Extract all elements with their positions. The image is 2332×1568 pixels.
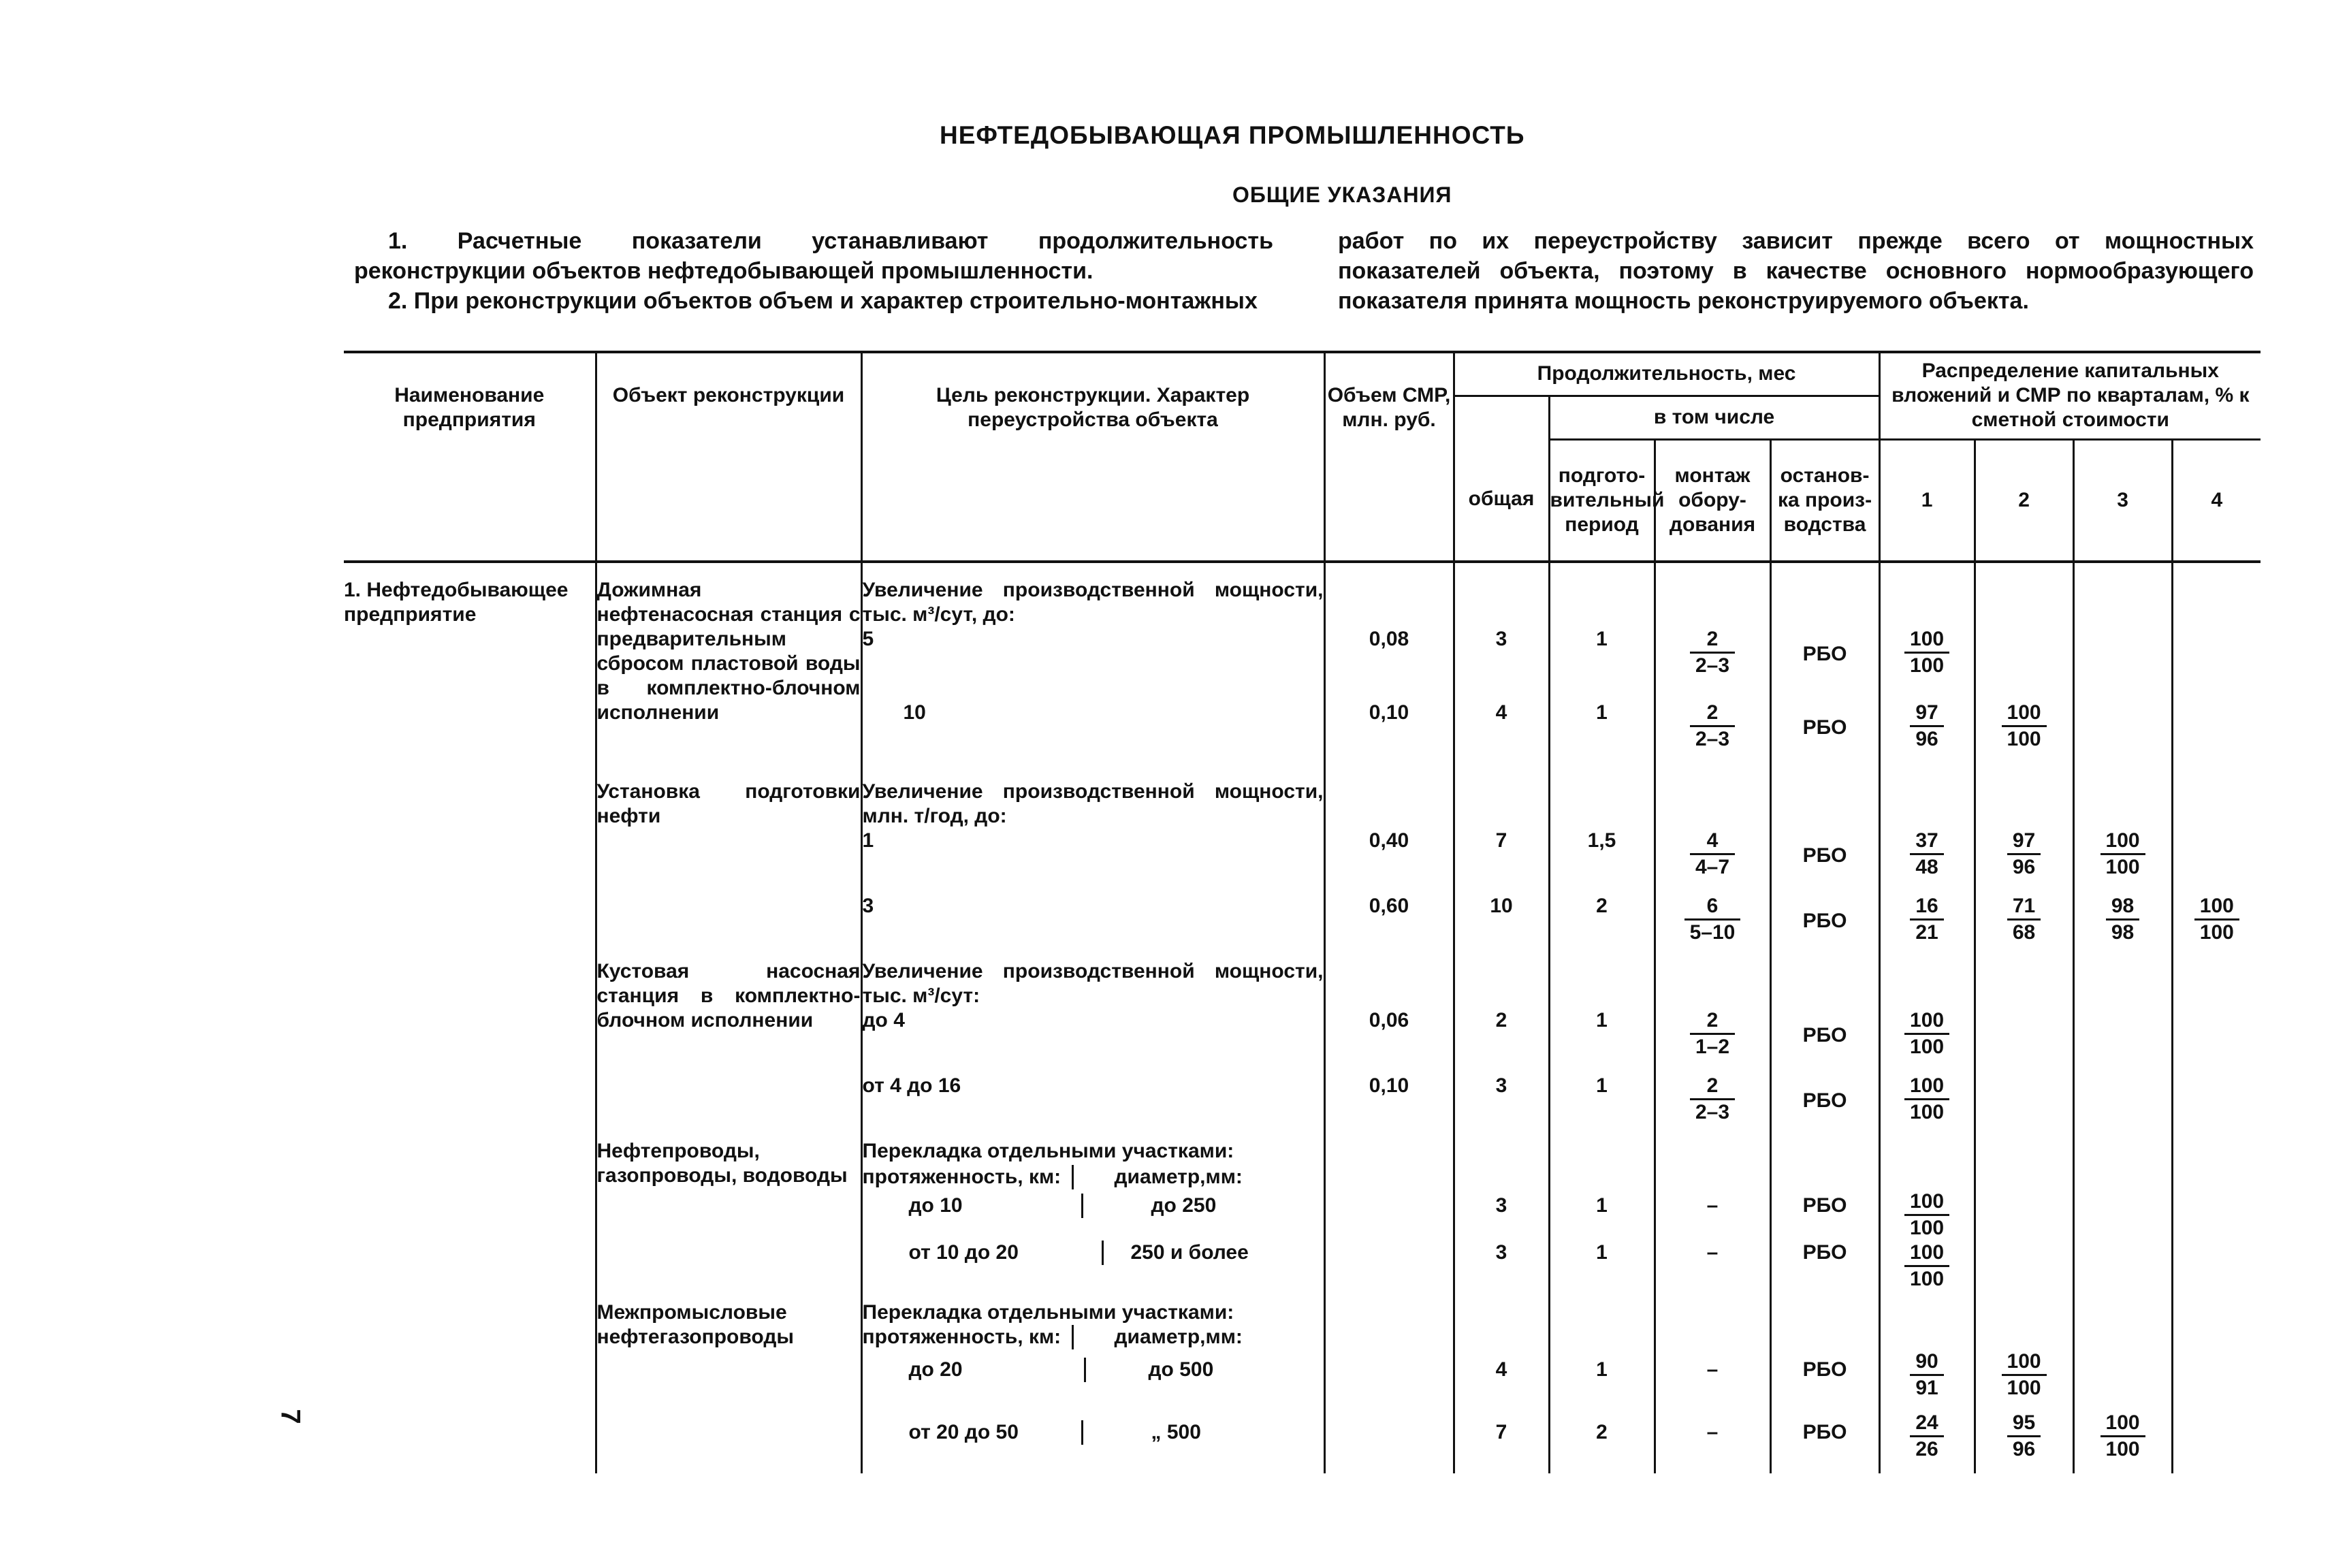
volume-value: 0,10 [1324,1074,1454,1139]
section-subtitle: ОБЩИЕ УКАЗАНИЯ [1232,182,1452,207]
object-3: Кустовая насосная станция в комплектно-блочном исполнении [596,958,861,1139]
mount-fraction: $\frac{6}{5-10}$ [1684,894,1741,945]
q1-fraction: $\frac{90}{91}$ [1910,1349,1943,1401]
total-duration: 4 [1454,701,1549,766]
stop-value: РБО [1770,1189,1879,1241]
stop-value: РБО [1770,1241,1879,1298]
q1-fraction: $\frac{37}{48}$ [1910,829,1943,880]
purpose-2: Увеличение производственной мощности, млн. т/год, до: [861,766,1324,829]
mount-value: – [1655,1241,1770,1298]
stop-value: РБО [1770,627,1879,701]
q1-fraction: $\frac{100}{100}$ [1904,1189,1949,1241]
intro-paragraph-2: 2. При реконструкции объектов объем и характер строительно-монтажных [388,288,1258,314]
diameter-value: „ 500 [1081,1420,1324,1445]
diameter-value: до 250 [1081,1194,1324,1218]
q4-fraction: $\frac{100}{100}$ [2194,894,2239,945]
diameter-value: до 500 [1084,1358,1324,1382]
header-q3: 3 [2073,439,2172,562]
header-stop: останов-ка произ-водства [1770,439,1879,562]
page-number: 7 [275,1409,306,1424]
mount-value: – [1655,1349,1770,1411]
prep-duration: 1 [1549,1008,1655,1074]
purpose-5: Перекладка отдельными участками: [861,1298,1324,1325]
q3-fraction: $\frac{100}{100}$ [2101,1411,2145,1462]
length-value: до 10 [908,1194,963,1217]
volume-value: 0,10 [1324,701,1454,766]
q1-fraction: $\frac{24}{26}$ [1910,1411,1943,1462]
total-duration: 10 [1454,894,1549,958]
q2-fraction: $\frac{71}{68}$ [2007,894,2041,945]
mount-fraction: $\frac{2}{2-3}$ [1690,1074,1735,1125]
prep-duration: 2 [1549,894,1655,958]
purpose-1: Увеличение производственной мощности, тыс. м³/сут, до: [861,562,1324,627]
mount-fraction: $\frac{2}{1-2}$ [1690,1008,1735,1059]
prep-duration: 1 [1549,1074,1655,1139]
q1-fraction: $\frac{100}{100}$ [1904,627,1949,678]
total-duration: 2 [1454,1008,1549,1074]
diameter-label: диаметр,мм: [1072,1165,1324,1189]
q2-fraction: $\frac{100}{100}$ [2002,701,2047,752]
volume-value: 0,60 [1324,894,1454,958]
capacity-value: 1 [861,829,1324,894]
length-label: протяженность, км: [862,1326,1061,1348]
q1-fraction: $\frac{97}{96}$ [1910,701,1943,752]
mount-value: – [1655,1189,1770,1241]
object-2: Установка подготовки нефти [596,766,861,958]
q3-fraction: $\frac{98}{98}$ [2106,894,2139,945]
page-title: НЕФТЕДОБЫВАЮЩАЯ ПРОМЫШЛЕННОСТЬ [940,121,1525,149]
prep-duration: 1 [1549,701,1655,766]
capacity-value: 3 [861,894,1324,958]
header-including: в том числе [1549,396,1879,439]
length-label: протяженность, км: [862,1166,1061,1188]
volume-value: 0,06 [1324,1008,1454,1074]
stop-value: РБО [1770,1349,1879,1411]
header-purpose: Цель реконструкции. Характер переустройства объекта [861,352,1324,562]
q1-fraction: $\frac{100}{100}$ [1904,1241,1949,1292]
intro-right-column [1338,226,2254,316]
prep-duration: 1 [1549,1241,1655,1298]
mount-fraction: $\frac{2}{2-3}$ [1690,701,1735,752]
firm-name: 1. Нефтедобывающее предприятие [344,562,596,1473]
stop-value: РБО [1770,894,1879,958]
capacity-value: от 4 до 16 [861,1074,1324,1139]
header-duration: Продолжительность, мес [1454,352,1879,396]
norms-table [344,351,2261,1473]
q2-fraction: $\frac{95}{96}$ [2007,1411,2041,1462]
mount-value: – [1655,1411,1770,1473]
stop-value: РБО [1770,1008,1879,1074]
prep-duration: 1 [1549,627,1655,701]
capacity-value: до 4 [861,1008,1324,1074]
q1-fraction: $\frac{100}{100}$ [1904,1074,1949,1125]
prep-duration: 1 [1549,1349,1655,1411]
length-value: от 10 до 20 [908,1241,1019,1264]
intro-left-column [354,226,1273,316]
total-duration: 4 [1454,1349,1549,1411]
q3-fraction: $\frac{100}{100}$ [2101,829,2145,880]
stop-value: РБО [1770,1411,1879,1473]
volume-value: 0,08 [1324,627,1454,701]
diameter-label: диаметр,мм: [1072,1325,1324,1349]
total-duration: 7 [1454,829,1549,894]
intro-paragraph-1: 1. Расчетные показатели устанавливают продолжительность реконструкции объектов нефтедобывающей промышленности. [354,228,1273,284]
total-duration: 3 [1454,1189,1549,1241]
volume-value: 0,40 [1324,829,1454,894]
header-distribution: Распределение капитальных вложений и СМР по кварталам, % к сметной стоимости [1879,352,2261,439]
prep-duration: 1,5 [1549,829,1655,894]
object-5: Межпромысловые нефтегазопроводы [596,1298,861,1473]
mount-fraction: $\frac{2}{2-3}$ [1690,627,1735,678]
header-q4: 4 [2172,439,2261,562]
diameter-value: 250 и более [1102,1241,1324,1265]
q1-fraction: $\frac{100}{100}$ [1904,1008,1949,1059]
q2-fraction: $\frac{100}{100}$ [2002,1349,2047,1401]
purpose-4: Перекладка отдельными участками: [861,1139,1324,1165]
stop-value: РБО [1770,1074,1879,1139]
header-object: Объект реконструкции [596,352,861,562]
prep-duration: 2 [1549,1411,1655,1473]
header-mount: монтаж обору-дования [1655,439,1770,562]
total-duration: 3 [1454,1241,1549,1298]
header-q2: 2 [1975,439,2073,562]
mount-fraction: $\frac{4}{4-7}$ [1690,829,1735,880]
header-prep: подгото-вительный период [1549,439,1655,562]
capacity-value: 5 [861,627,1324,701]
q1-fraction: $\frac{16}{21}$ [1910,894,1943,945]
capacity-value: 10 [861,701,1324,766]
total-duration: 3 [1454,627,1549,701]
stop-value: РБО [1770,829,1879,894]
header-firm: Наименование предприятия [344,352,596,562]
header-volume: Объем СМР, млн. руб. [1324,352,1454,562]
total-duration: 7 [1454,1411,1549,1473]
object-1: Дожимная нефтенасосная станция с предварительным сбросом пластовой воды в комплектно-блочном исполнении [596,562,861,766]
length-value: до 20 [908,1358,963,1381]
header-q1: 1 [1879,439,1975,562]
header-total: общая [1454,396,1549,562]
q2-fraction: $\frac{97}{96}$ [2007,829,2041,880]
length-value: от 20 до 50 [908,1421,1019,1443]
object-4: Нефтепроводы, газопроводы, водоводы [596,1139,861,1298]
prep-duration: 1 [1549,1189,1655,1241]
total-duration: 3 [1454,1074,1549,1139]
stop-value: РБО [1770,701,1879,766]
purpose-3: Увеличение производственной мощности, тыс. м³/сут: [861,958,1324,1008]
intro-paragraph-3: работ по их переустройству зависит прежде всего от мощностных показателей объекта, поэтому в качестве основного нормообразующего показателя принята мощность реконструируемого объекта. [1338,228,2254,314]
